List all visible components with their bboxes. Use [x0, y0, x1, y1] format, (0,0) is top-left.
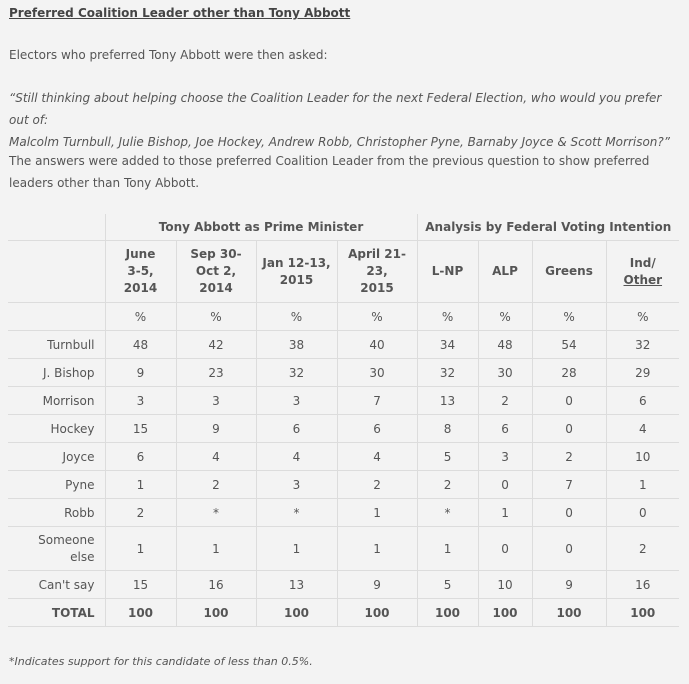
value-cell: 32 [417, 359, 478, 387]
value-cell: 1 [256, 527, 337, 571]
value-cell: 4 [176, 443, 256, 471]
value-cell: 13 [417, 387, 478, 415]
value-cell: 38 [256, 331, 337, 359]
table-row [8, 415, 679, 443]
question-line-1: “Still thinking about helping choose the Coalition Leader for the next Federal Election, who would you prefer out of: [9, 91, 662, 127]
value-cell: 1 [337, 499, 417, 527]
value-cell: 30 [478, 359, 532, 387]
value-cell: 9 [532, 571, 606, 599]
row-label: Hockey [8, 415, 105, 443]
table-row [8, 527, 679, 571]
value-cell: 16 [176, 571, 256, 599]
row-label: Someone else [8, 527, 105, 571]
value-cell: * [256, 499, 337, 527]
col-header-alp: ALP [478, 241, 532, 303]
value-cell: 5 [417, 443, 478, 471]
group-header-abbott-pm: Tony Abbott as Prime Minister [105, 214, 417, 241]
value-cell: 15 [105, 571, 176, 599]
question-line-2: Malcolm Turnbull, Julie Bishop, Joe Hockey, Andrew Robb, Christopher Pyne, Barnaby Joyce & Scott Morrison?” [9, 135, 671, 149]
value-cell: 6 [256, 415, 337, 443]
value-cell: 4 [606, 415, 679, 443]
row-label: TOTAL [8, 599, 105, 627]
value-cell: 1 [105, 471, 176, 499]
value-cell: 2 [337, 471, 417, 499]
unit-cell: % [478, 303, 532, 331]
value-cell: 4 [337, 443, 417, 471]
value-cell: 7 [532, 471, 606, 499]
value-cell: 6 [606, 387, 679, 415]
value-cell: 13 [256, 571, 337, 599]
col-header-jan-2015: Jan 12-13, 2015 [256, 241, 337, 303]
value-cell: 10 [606, 443, 679, 471]
value-cell: 2 [478, 387, 532, 415]
value-cell: 1 [606, 471, 679, 499]
unit-cell: % [606, 303, 679, 331]
table-row [8, 443, 679, 471]
value-cell: 2 [606, 527, 679, 571]
column-header-row [8, 241, 679, 303]
value-cell: 3 [256, 471, 337, 499]
value-cell: 4 [256, 443, 337, 471]
empty-header-cell [8, 241, 105, 303]
value-cell: 100 [176, 599, 256, 627]
value-cell: 100 [478, 599, 532, 627]
table-row [8, 331, 679, 359]
value-cell: 0 [478, 471, 532, 499]
survey-question [9, 87, 684, 153]
value-cell: 100 [606, 599, 679, 627]
value-cell: 15 [105, 415, 176, 443]
value-cell: 1 [176, 527, 256, 571]
value-cell: 3 [176, 387, 256, 415]
value-cell: 2 [417, 471, 478, 499]
value-cell: 48 [478, 331, 532, 359]
value-cell: 0 [606, 499, 679, 527]
value-cell: 0 [532, 415, 606, 443]
value-cell: 2 [532, 443, 606, 471]
value-cell: 0 [478, 527, 532, 571]
table-row [8, 571, 679, 599]
value-cell: 9 [105, 359, 176, 387]
row-label: Joyce [8, 443, 105, 471]
value-cell: 3 [256, 387, 337, 415]
value-cell: 2 [105, 499, 176, 527]
value-cell: 0 [532, 527, 606, 571]
row-label: Turnbull [8, 331, 105, 359]
value-cell: 0 [532, 499, 606, 527]
row-label: Morrison [8, 387, 105, 415]
row-label: Can't say [8, 571, 105, 599]
table-row [8, 359, 679, 387]
unit-cell: % [417, 303, 478, 331]
intro-text: Electors who preferred Tony Abbott were then asked: [9, 48, 328, 62]
table-row [8, 387, 679, 415]
value-cell: 100 [337, 599, 417, 627]
value-cell: 34 [417, 331, 478, 359]
empty-header-cell [8, 214, 105, 241]
page-title: Preferred Coalition Leader other than Tony Abbott [9, 6, 351, 20]
value-cell: 9 [337, 571, 417, 599]
table-row [8, 471, 679, 499]
col-header-lnp: L-NP [417, 241, 478, 303]
value-cell: 3 [478, 443, 532, 471]
unit-cell: % [532, 303, 606, 331]
value-cell: 9 [176, 415, 256, 443]
value-cell: * [417, 499, 478, 527]
value-cell: 48 [105, 331, 176, 359]
row-label: J. Bishop [8, 359, 105, 387]
value-cell: 100 [105, 599, 176, 627]
value-cell: 6 [337, 415, 417, 443]
col-header-sep-2014: Sep 30- Oct 2, 2014 [176, 241, 256, 303]
value-cell: 100 [532, 599, 606, 627]
value-cell: 0 [532, 387, 606, 415]
table-row [8, 599, 679, 627]
value-cell: 8 [417, 415, 478, 443]
table-row [8, 499, 679, 527]
value-cell: 1 [105, 527, 176, 571]
value-cell: * [176, 499, 256, 527]
footnote: *Indicates support for this candidate of less than 0.5%. [9, 655, 313, 668]
row-label: Pyne [8, 471, 105, 499]
value-cell: 7 [337, 387, 417, 415]
value-cell: 23 [176, 359, 256, 387]
value-cell: 100 [256, 599, 337, 627]
col-header-april-2015: April 21- 23, 2015 [337, 241, 417, 303]
unit-cell: % [337, 303, 417, 331]
col-header-ind-other: Ind/ Other [606, 241, 679, 303]
value-cell: 10 [478, 571, 532, 599]
col-header-greens: Greens [532, 241, 606, 303]
value-cell: 30 [337, 359, 417, 387]
value-cell: 42 [176, 331, 256, 359]
value-cell: 5 [417, 571, 478, 599]
value-cell: 40 [337, 331, 417, 359]
value-cell: 32 [256, 359, 337, 387]
value-cell: 1 [417, 527, 478, 571]
value-cell: 1 [478, 499, 532, 527]
unit-cell: % [176, 303, 256, 331]
unit-row [8, 303, 679, 331]
col-header-june-2014: June 3-5, 2014 [105, 241, 176, 303]
explanation-text: The answers were added to those preferred Coalition Leader from the previous question to show preferred leaders other than Tony Abbott. [9, 154, 650, 190]
value-cell: 2 [176, 471, 256, 499]
unit-cell: % [105, 303, 176, 331]
group-header-voting-intention: Analysis by Federal Voting Intention [417, 214, 679, 241]
value-cell: 54 [532, 331, 606, 359]
value-cell: 100 [417, 599, 478, 627]
value-cell: 28 [532, 359, 606, 387]
group-header-row [8, 214, 679, 241]
value-cell: 16 [606, 571, 679, 599]
unit-label-cell [8, 303, 105, 331]
value-cell: 32 [606, 331, 679, 359]
value-cell: 6 [478, 415, 532, 443]
results-table [8, 214, 679, 627]
value-cell: 3 [105, 387, 176, 415]
value-cell: 6 [105, 443, 176, 471]
row-label: Robb [8, 499, 105, 527]
value-cell: 1 [337, 527, 417, 571]
unit-cell: % [256, 303, 337, 331]
value-cell: 29 [606, 359, 679, 387]
